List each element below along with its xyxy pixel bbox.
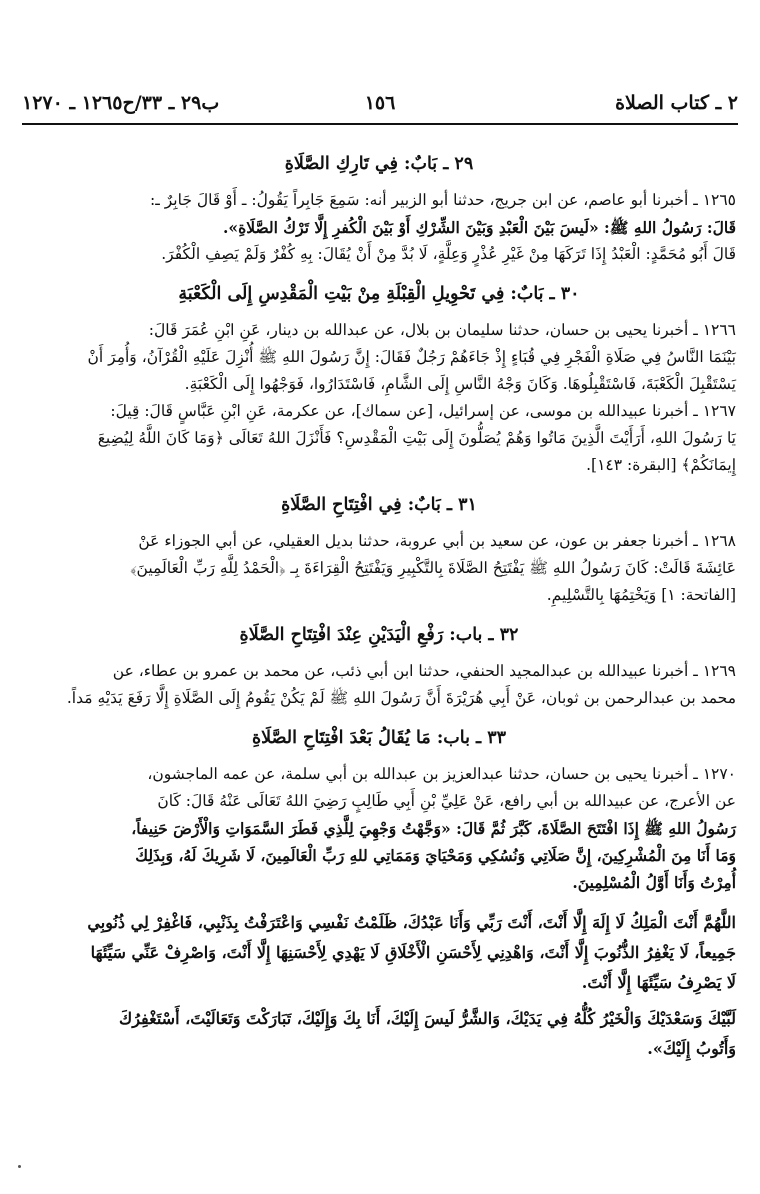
supplication-paragraph xyxy=(22,908,736,998)
text-line: يَا رَسُولَ اللهِ، أَرَأَيْتَ الَّذِينَ مَاتُوا وَهُمْ يُصَلُّونَ إِلَى بَيْتِ الْمَقْدِسِ؟ فَأَنْزَلَ اللهُ تَعَالَى ﴿وَمَا كَانَ اللَّهُ لِيُضِيعَ xyxy=(97,429,736,447)
header-book-title: ٢ ـ كتاب الصلاة xyxy=(615,92,738,114)
chapter-heading xyxy=(22,491,736,519)
text-line: محمد بن عبدالرحمن بن ثوبان، عَنْ أَبِي هُرَيْرَةَ أَنَّ رَسُولَ اللهِ ﷺ لَمْ يَكُنْ يَقُومُ إِلَى الصَّلَاةِ إِلَّا رَفَعَ يَدَيْهِ مَداً. xyxy=(66,689,736,707)
chapter-heading xyxy=(22,280,736,308)
chapter-heading xyxy=(22,150,736,178)
hadith-block xyxy=(22,761,736,896)
text-line: وَمَا أَنَا مِنَ الْمُشْرِكِينَ، إِنَّ صَلَاتِي وَنُسُكِي وَمَحْيَايَ وَمَمَاتِي للهِ رَبِّ الْعَالَمِينَ، لَا شَرِيكَ لَهُ، وَبِذَلِكَ xyxy=(135,846,736,865)
chapter-title: باب: مَا يُقَالُ بَعْدَ افْتِتَاحِ الصَّلَاةِ xyxy=(251,728,470,748)
text-line: جَمِيعاً، لَا يَغْفِرُ الذُّنُوبَ إِلَّا أَنْتَ، وَاهْدِنِي لِأَحْسَنِ الْأَخْلَاقِ لَا يَهْدِي لِأَحْسَنِهَا إِلَّا أَنْتَ، وَاصْرِفْ عَنِّي سَيِّئَهَا xyxy=(90,943,736,962)
text-line: ١٢٦٦ ـ أخبرنا يحيى بن حسان، حدثنا سليمان بن بلال، عن عبدالله بن دينار، عَنِ ابْنِ عُمَرَ قَالَ: xyxy=(148,321,736,339)
chapter-number: ٣٠ ـ xyxy=(549,284,580,304)
text-line: قَالَ أَبُو مُحَمَّدٍ: الْعَبْدُ إِذَا تَرَكَهَا مِنْ غَيْرِ عُذْرٍ وَعِلَّةٍ، لَا بُدَّ مِنْ أَنْ يُقَالَ: بِهِ كُفْرٌ وَلَمْ يَصِفِ الْكُفْرَ. xyxy=(161,245,736,263)
chapter-title: بَابٌ: فِي تَحْوِيلِ الْقِبْلَةِ مِنْ بَيْتِ الْمَقْدِسِ إِلَى الْكَعْبَةِ xyxy=(178,284,544,304)
text-line: [الفاتحة: ١] وَيَخْتِمُهَا بِالتَّسْلِيمِ. xyxy=(546,586,736,604)
page-speck xyxy=(18,1165,21,1168)
text-line: ١٢٦٩ ـ أخبرنا عبيدالله بن عبدالمجيد الحنفي، حدثنا ابن أبي ذئب، عن محمد بن عمرو بن عطاء، عن xyxy=(112,662,736,680)
text-line: عن الأعرج، عن عبيدالله بن أبي رافع، عَنْ عَلِيِّ بْنِ أَبِي طَالِبٍ رَضِيَ اللهُ تَعَالَى عَنْهُ قَالَ: كَانَ xyxy=(157,792,736,810)
chapter-number: ٢٩ ـ xyxy=(443,154,474,174)
text-line: ١٢٦٧ ـ أخبرنا عبيدالله بن موسى، عن إسرائيل، [عن سماك]، عن عكرمة، عَنِ ابْنِ عَبَّاسٍ قَالَ: قِيلَ: xyxy=(110,402,736,420)
text-line: ١٢٧٠ ـ أخبرنا يحيى بن حسان، حدثنا عبدالعزيز بن عبدالله بن أبي سلمة، عن عمه الماجشون، xyxy=(147,765,736,783)
text-line: بَيْنَمَا النَّاسُ فِي صَلَاةِ الْفَجْرِ فِي قُبَاءٍ إِذْ جَاءَهُمْ رَجُلٌ فَقَالَ: إِنَّ رَسُولَ اللهِ ﷺ أُنْزِلَ عَلَيْهِ الْقُرْآنُ، وَأُمِرَ أَنْ xyxy=(87,348,736,366)
hadith-block xyxy=(22,187,736,268)
chapter-title: باب: رَفْعِ الْيَدَيْنِ عِنْدَ افْتِتَاحِ الصَّلَاةِ xyxy=(239,625,483,645)
chapter-title: بَابٌ: فِي افْتِتَاحِ الصَّلَاةِ xyxy=(281,495,441,515)
header-rule xyxy=(22,123,738,125)
header-range: ب٢٩ ـ ٣٣/ح١٢٦٥ ـ ١٢٧٠ xyxy=(22,92,220,114)
text-line: لَا يَصْرِفُ سَيِّئَهَا إِلَّا أَنْتَ. xyxy=(581,973,736,992)
supplication-block xyxy=(22,908,736,1064)
text-line: ١٢٦٨ ـ أخبرنا جعفر بن عون، عن سعيد بن أبي عروبة، حدثنا بديل العقيلي، عن أبي الجوزاء عَنْ xyxy=(138,532,736,550)
page-header xyxy=(22,92,738,120)
hadith-block xyxy=(22,528,736,609)
text-line: إِيمَانَكُمْ﴾ [البقرة: ١٤٣]. xyxy=(586,456,736,474)
chapter-number: ٣٣ ـ xyxy=(475,728,507,748)
supplication-paragraph xyxy=(22,1004,736,1064)
text-line: يَسْتَقْبِلَ الْكَعْبَةَ، فَاسْتَقْبِلُوهَا. وَكَانَ وَجْهُ النَّاسِ إِلَى الشَّامِ، فَاسْتَدَارُوا، فَوَجْهُوا إِلَى الْكَعْبَةِ. xyxy=(184,375,736,393)
text-line: أُمِرْتُ وَأَنَا أَوَّلُ الْمُسْلِمِينَ. xyxy=(572,873,736,892)
chapter-title: بَابٌ: فِي تَارِكِ الصَّلَاةِ xyxy=(284,154,438,174)
chapter-number: ٣٢ ـ xyxy=(488,625,519,645)
hadith-block xyxy=(22,658,736,712)
text-line: رَسُولُ اللهِ ﷺ إِذَا افْتَتَحَ الصَّلَاةَ، كَبَّرَ ثُمَّ قَالَ: «وَجَّهْتُ وَجْهِيَ لِلَّذِي فَطَرَ السَّمَوَاتِ وَالْأَرْضَ حَنِيفاً، xyxy=(131,819,736,838)
page-body xyxy=(22,150,736,1070)
chapter-heading xyxy=(22,621,736,649)
text-line: قَالَ: رَسُولُ اللهِ ﷺ: «لَيسَ بَيْنَ الْعَبْدِ وَبَيْنَ الشِّرْكِ أَوْ بَيْنَ الْكُفرِ إِلَّا تَرْكُ الصَّلَاةِ». xyxy=(222,218,736,237)
text-line: لَبَّيْكَ وَسَعْدَيْكَ وَالْخَيْرُ كُلُّهُ فِي يَدَيْكَ، وَالشَّرُّ لَيسَ إِلَيْكَ، أَنَا بِكَ وَإِلَيْكَ، تَبَارَكْتَ وَتَعَالَيْتَ، أَسْتَغْفِرُكَ xyxy=(119,1009,736,1028)
text-line: عَائِشَةَ قَالَتْ: كَانَ رَسُولُ اللهِ ﷺ يَفْتَتِحُ الصَّلَاةَ بِالتَّكْبِيرِ وَيَفْتَتِحُ الْقِرَاءَةَ بِـ ﴿الْحَمْدُ لِلَّهِ رَبِّ الْعَالَمِينَ﴾ xyxy=(130,559,736,577)
text-line: وَأَتُوبُ إِلَيْكَ». xyxy=(647,1039,736,1058)
hadith-block xyxy=(22,317,736,479)
chapter-heading xyxy=(22,724,736,752)
text-line: اللَّهُمَّ أَنْتَ الْمَلِكُ لَا إِلَهَ إِلَّا أَنْتَ، أَنْتَ رَبِّي وَأَنَا عَبْدُكَ، ظَلَمْتُ نَفْسِي وَاعْتَرَفْتُ بِذَنْبِي، فَاغْفِرْ لِي ذُنُوبِي xyxy=(87,913,736,932)
page-number: ١٥٦ xyxy=(364,92,396,114)
chapter-number: ٣١ ـ xyxy=(446,495,477,515)
text-line: ١٢٦٥ ـ أخبرنا أبو عاصم، عن ابن جريج، حدثنا أبو الزبير أنه: سَمِعَ جَابِراً يَقُولُ: ـ أَوْ قَالَ جَابِرٌ ـ: xyxy=(150,191,736,209)
